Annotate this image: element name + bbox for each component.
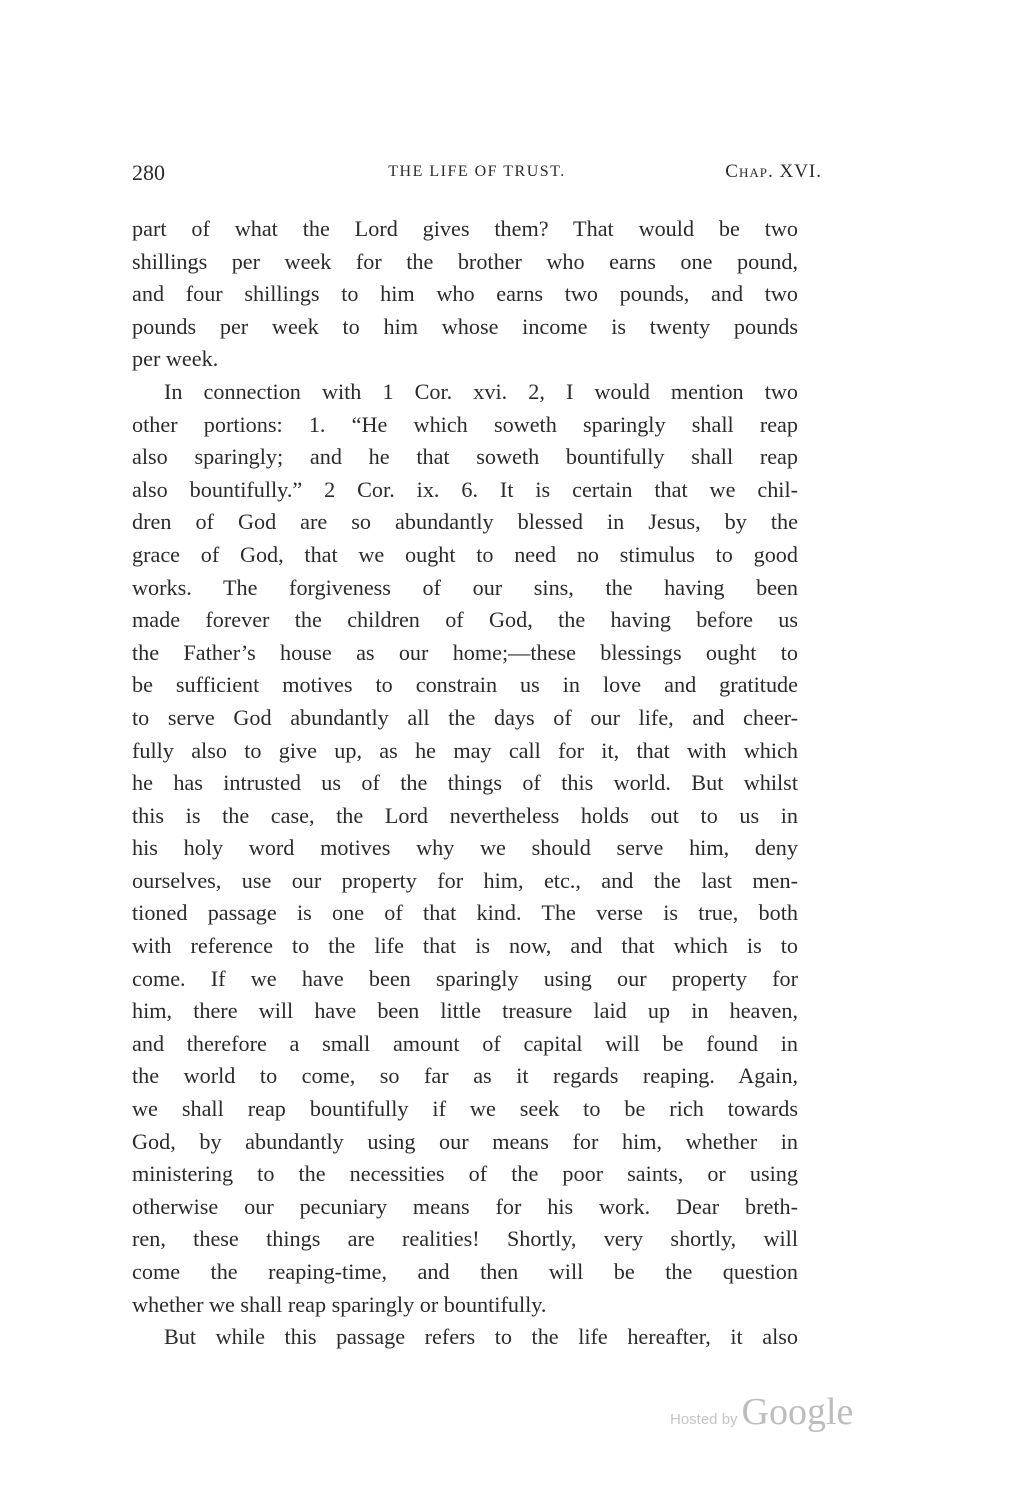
text-line: come the reaping-time, and then will be the question bbox=[132, 1259, 798, 1284]
text-line: God, by abundantly using our means for him, whether in bbox=[132, 1128, 798, 1154]
text-line: to serve God abundantly all the days of our life, and cheer- bbox=[132, 704, 798, 730]
text-line: and four shillings to him who earns two pounds, and two bbox=[132, 281, 798, 307]
text-line: the world to come, so far as it regards reaping. Again, bbox=[132, 1063, 798, 1089]
chapter-label: Chap. XVI. bbox=[725, 161, 822, 182]
text-line: ourselves, use our property for him, etc., and the last men- bbox=[132, 867, 798, 893]
text-line: with reference to the life that is now, and that which is to bbox=[132, 933, 798, 959]
text-line: the Father’s house as our home;—these blessings ought to bbox=[132, 639, 798, 665]
text-line: fully also to give up, as he may call for it, that with which bbox=[132, 737, 798, 763]
hosted-by-google-watermark bbox=[670, 1390, 890, 1440]
text-line: come. If we have been sparingly using our property for bbox=[132, 965, 798, 991]
text-line: be sufficient motives to constrain us in love and gratitude bbox=[132, 672, 798, 698]
text-line: we shall reap bountifully if we seek to be rich towards bbox=[132, 1096, 798, 1122]
text-line: per week. bbox=[132, 346, 219, 372]
running-head bbox=[132, 160, 822, 190]
text-line: part of what the Lord gives them? That would be two bbox=[132, 216, 798, 241]
text-line: ministering to the necessities of the poor saints, or using bbox=[132, 1161, 798, 1187]
text-line: grace of God, that we ought to need no stimulus to good bbox=[132, 541, 798, 567]
text-line: and therefore a small amount of capital will be found in bbox=[132, 1030, 798, 1056]
text-line: made forever the children of God, the having before us bbox=[132, 607, 798, 633]
text-line: him, there will have been little treasure laid up in heaven, bbox=[132, 998, 798, 1024]
body-text bbox=[132, 213, 798, 1354]
watermark-hosted-by: Hosted by bbox=[670, 1411, 738, 1428]
text-line: his holy word motives why we should serve him, deny bbox=[132, 835, 798, 861]
text-line: shillings per week for the brother who earns one pound, bbox=[132, 248, 798, 274]
text-line: But while this passage refers to the life hereafter, it also bbox=[164, 1324, 798, 1350]
text-line: ren, these things are realities! Shortly, very shortly, will bbox=[132, 1226, 798, 1252]
google-logo: Google bbox=[741, 1391, 854, 1433]
page-number: 280 bbox=[132, 160, 165, 185]
text-line: dren of God are so abundantly blessed in Jesus, by the bbox=[132, 509, 798, 535]
text-line: In connection with 1 Cor. xvi. 2, I would mention two bbox=[164, 378, 798, 404]
book-title: THE LIFE OF TRUST. bbox=[388, 163, 566, 180]
text-line: pounds per week to him whose income is twenty pounds bbox=[132, 313, 798, 339]
text-line: also sparingly; and he that soweth bountifully shall reap bbox=[132, 444, 798, 470]
text-line: whether we shall reap sparingly or bountifully. bbox=[132, 1291, 547, 1317]
text-line: otherwise our pecuniary means for his work. Dear breth- bbox=[132, 1193, 798, 1219]
text-line: other portions: 1. “He which soweth sparingly shall reap bbox=[132, 411, 798, 437]
text-line: tioned passage is one of that kind. The verse is true, both bbox=[132, 900, 798, 926]
text-line: works. The forgiveness of our sins, the having been bbox=[132, 574, 798, 600]
text-line: also bountifully.” 2 Cor. ix. 6. It is certain that we chil- bbox=[132, 476, 798, 502]
text-line: he has intrusted us of the things of this world. But whilst bbox=[132, 770, 798, 796]
text-line: this is the case, the Lord nevertheless holds out to us in bbox=[132, 802, 798, 828]
